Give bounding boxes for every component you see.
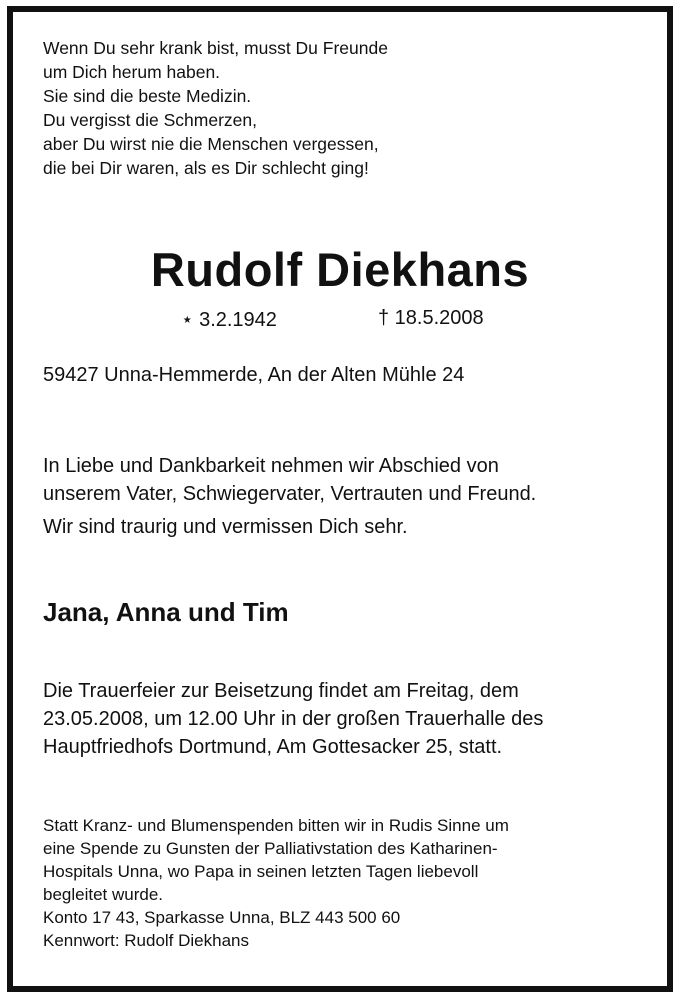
poem-line: aber Du wirst nie die Menschen vergessen,	[43, 134, 379, 154]
funeral-line: 23.05.2008, um 12.00 Uhr in der großen Trauerhalle des	[43, 708, 544, 730]
farewell-line: unserem Vater, Schwiegervater, Vertrauten und Freund.	[43, 483, 537, 505]
family-signature: Jana, Anna und Tim	[43, 597, 289, 627]
deceased-name: Rudolf Diekhans	[150, 243, 530, 296]
address: 59427 Unna-Hemmerde, An der Alten Mühle 24	[43, 364, 465, 386]
donation-line: eine Spende zu Gunsten der Palliativstation des Katharinen-	[43, 839, 498, 858]
funeral-line: Die Trauerfeier zur Beisetzung findet am Freitag, dem	[43, 680, 519, 702]
obituary-content	[13, 12, 667, 986]
donation-line: Statt Kranz- und Blumenspenden bitten wir in Rudis Sinne um	[43, 816, 509, 835]
farewell-line: In Liebe und Dankbarkeit nehmen wir Abschied von	[43, 455, 499, 477]
donation-line: Konto 17 43, Sparkasse Unna, BLZ 443 500 60	[43, 908, 401, 927]
funeral-line: Hauptfriedhofs Dortmund, Am Gottesacker 25, statt.	[43, 736, 503, 758]
donation-line: begleitet wurde.	[43, 885, 164, 904]
donation-line: Hospitals Unna, wo Papa in seinen letzten Tagen liebevoll	[43, 862, 479, 881]
farewell-line: Wir sind traurig und vermissen Dich sehr.	[43, 516, 408, 538]
death-date: † 18.5.2008	[378, 307, 484, 329]
poem-line: um Dich herum haben.	[43, 62, 221, 82]
obituary-notice	[7, 6, 673, 992]
donation-line: Kennwort: Rudolf Diekhans	[43, 931, 250, 950]
poem-line: Du vergisst die Schmerzen,	[43, 110, 257, 130]
poem-line: die bei Dir waren, als es Dir schlecht ging!	[43, 158, 369, 178]
birth-date: ⋆ 3.2.1942	[181, 309, 277, 331]
poem-line: Wenn Du sehr krank bist, musst Du Freunde	[43, 38, 388, 58]
poem-line: Sie sind die beste Medizin.	[43, 86, 252, 106]
